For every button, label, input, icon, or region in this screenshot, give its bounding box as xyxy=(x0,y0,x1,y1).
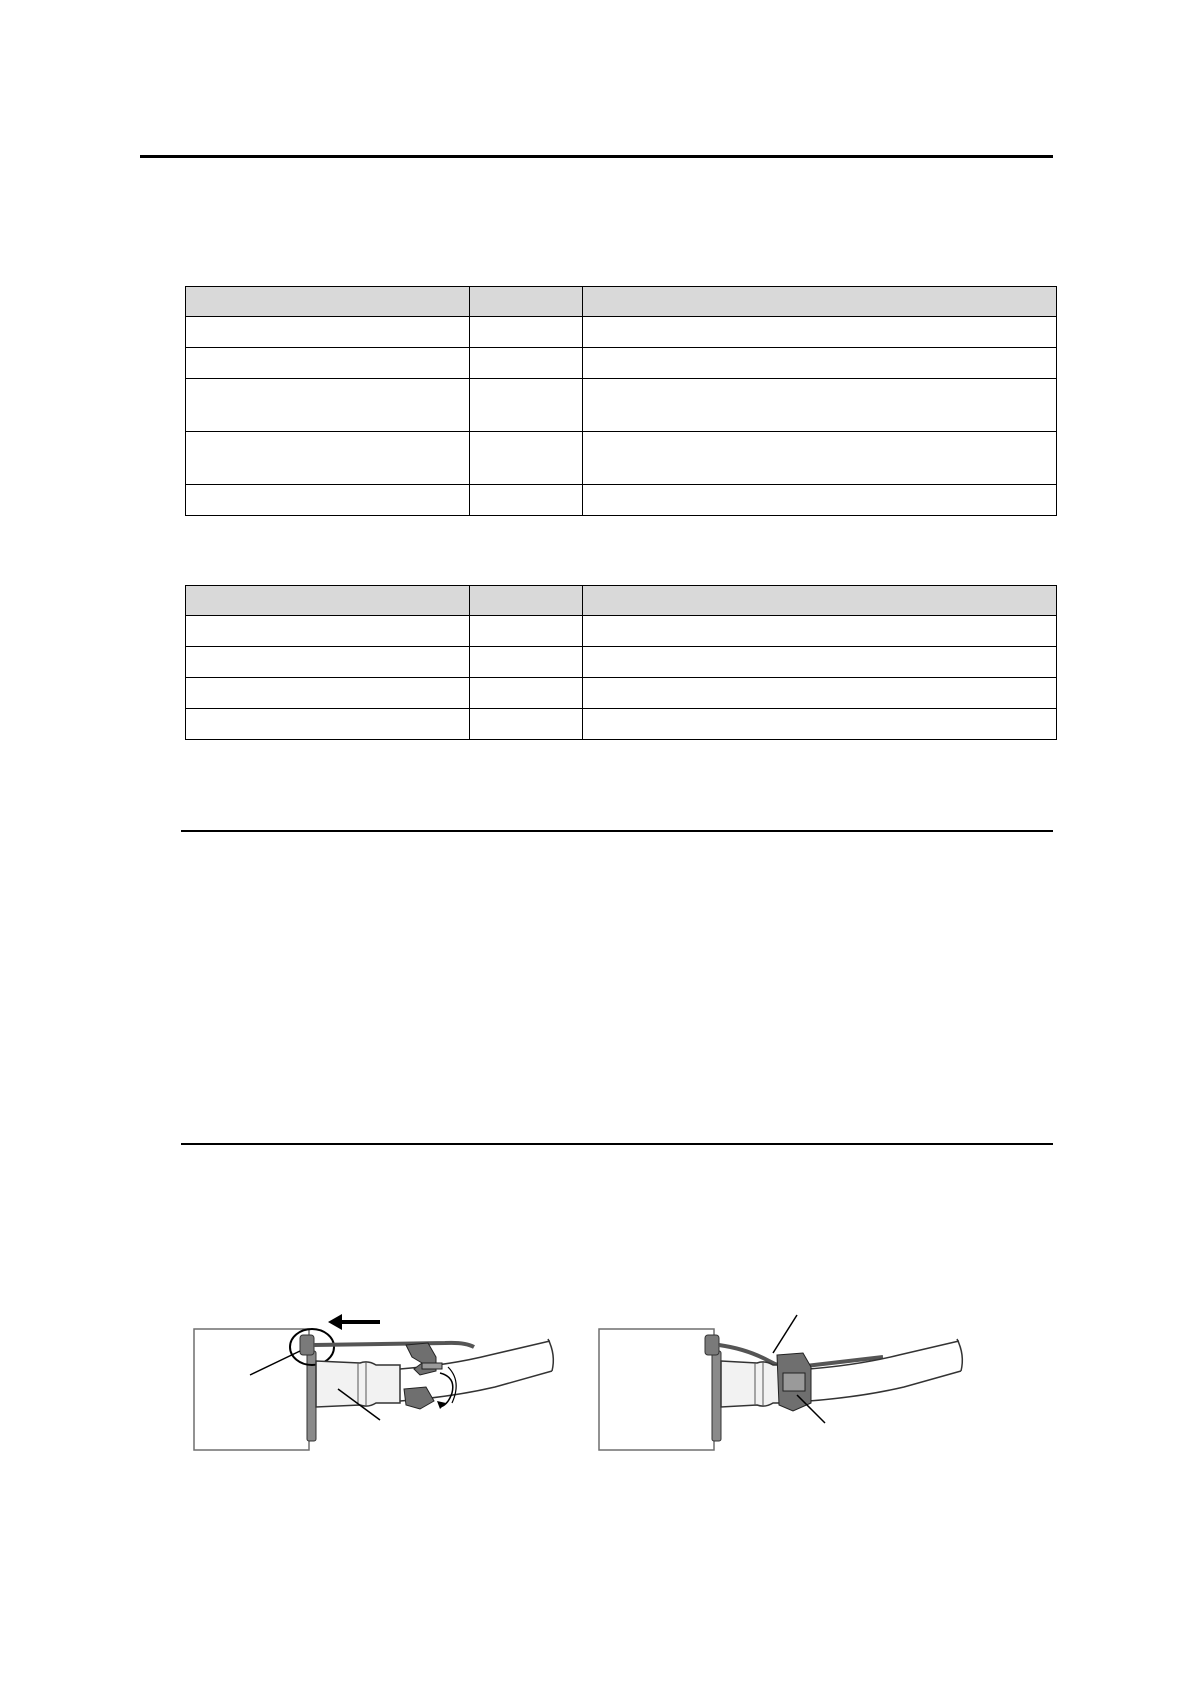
table-cell xyxy=(470,709,583,740)
table-header-cell xyxy=(470,586,583,616)
table-cell xyxy=(186,348,470,379)
table-cell xyxy=(186,709,470,740)
table-cell xyxy=(583,616,1057,647)
table-row xyxy=(186,317,1057,348)
spec-table-1 xyxy=(185,286,1057,516)
table-header-cell xyxy=(186,586,470,616)
table-row xyxy=(186,432,1057,485)
table-cell xyxy=(186,647,470,678)
table-header-cell xyxy=(583,586,1057,616)
table-cell xyxy=(186,432,470,485)
table-cell xyxy=(470,616,583,647)
table-row xyxy=(186,379,1057,432)
connector-tighten-illustration xyxy=(190,1305,590,1460)
table-cell xyxy=(470,432,583,485)
table-row xyxy=(186,348,1057,379)
table-cell xyxy=(186,678,470,709)
table-row xyxy=(186,647,1057,678)
table-header-row xyxy=(186,586,1057,616)
table-cell xyxy=(583,348,1057,379)
table-cell xyxy=(583,709,1057,740)
table-cell xyxy=(583,432,1057,485)
table-cell xyxy=(583,647,1057,678)
table-cell xyxy=(583,317,1057,348)
table-cell xyxy=(186,379,470,432)
section-rule-2 xyxy=(181,1143,1053,1145)
table-row xyxy=(186,485,1057,516)
spec-table-2 xyxy=(185,585,1057,740)
table-cell xyxy=(470,348,583,379)
table-cell xyxy=(583,379,1057,432)
connector-secured-icon xyxy=(597,1305,997,1460)
connector-tighten-icon xyxy=(190,1305,590,1460)
table-cell xyxy=(583,485,1057,516)
table-cell xyxy=(583,678,1057,709)
table-row xyxy=(186,678,1057,709)
table-cell xyxy=(470,379,583,432)
table-cell xyxy=(186,616,470,647)
table-cell xyxy=(470,317,583,348)
table-row xyxy=(186,616,1057,647)
table-header-cell xyxy=(186,287,470,317)
table-cell xyxy=(470,678,583,709)
table-header-row xyxy=(186,287,1057,317)
table-row xyxy=(186,709,1057,740)
table-cell xyxy=(470,647,583,678)
table-cell xyxy=(186,317,470,348)
table-header-cell xyxy=(583,287,1057,317)
table-header-cell xyxy=(470,287,583,317)
section-rule-1 xyxy=(181,830,1053,832)
top-rule xyxy=(140,155,1053,158)
table-cell xyxy=(186,485,470,516)
table-cell xyxy=(470,485,583,516)
connector-secured-illustration xyxy=(597,1305,997,1460)
